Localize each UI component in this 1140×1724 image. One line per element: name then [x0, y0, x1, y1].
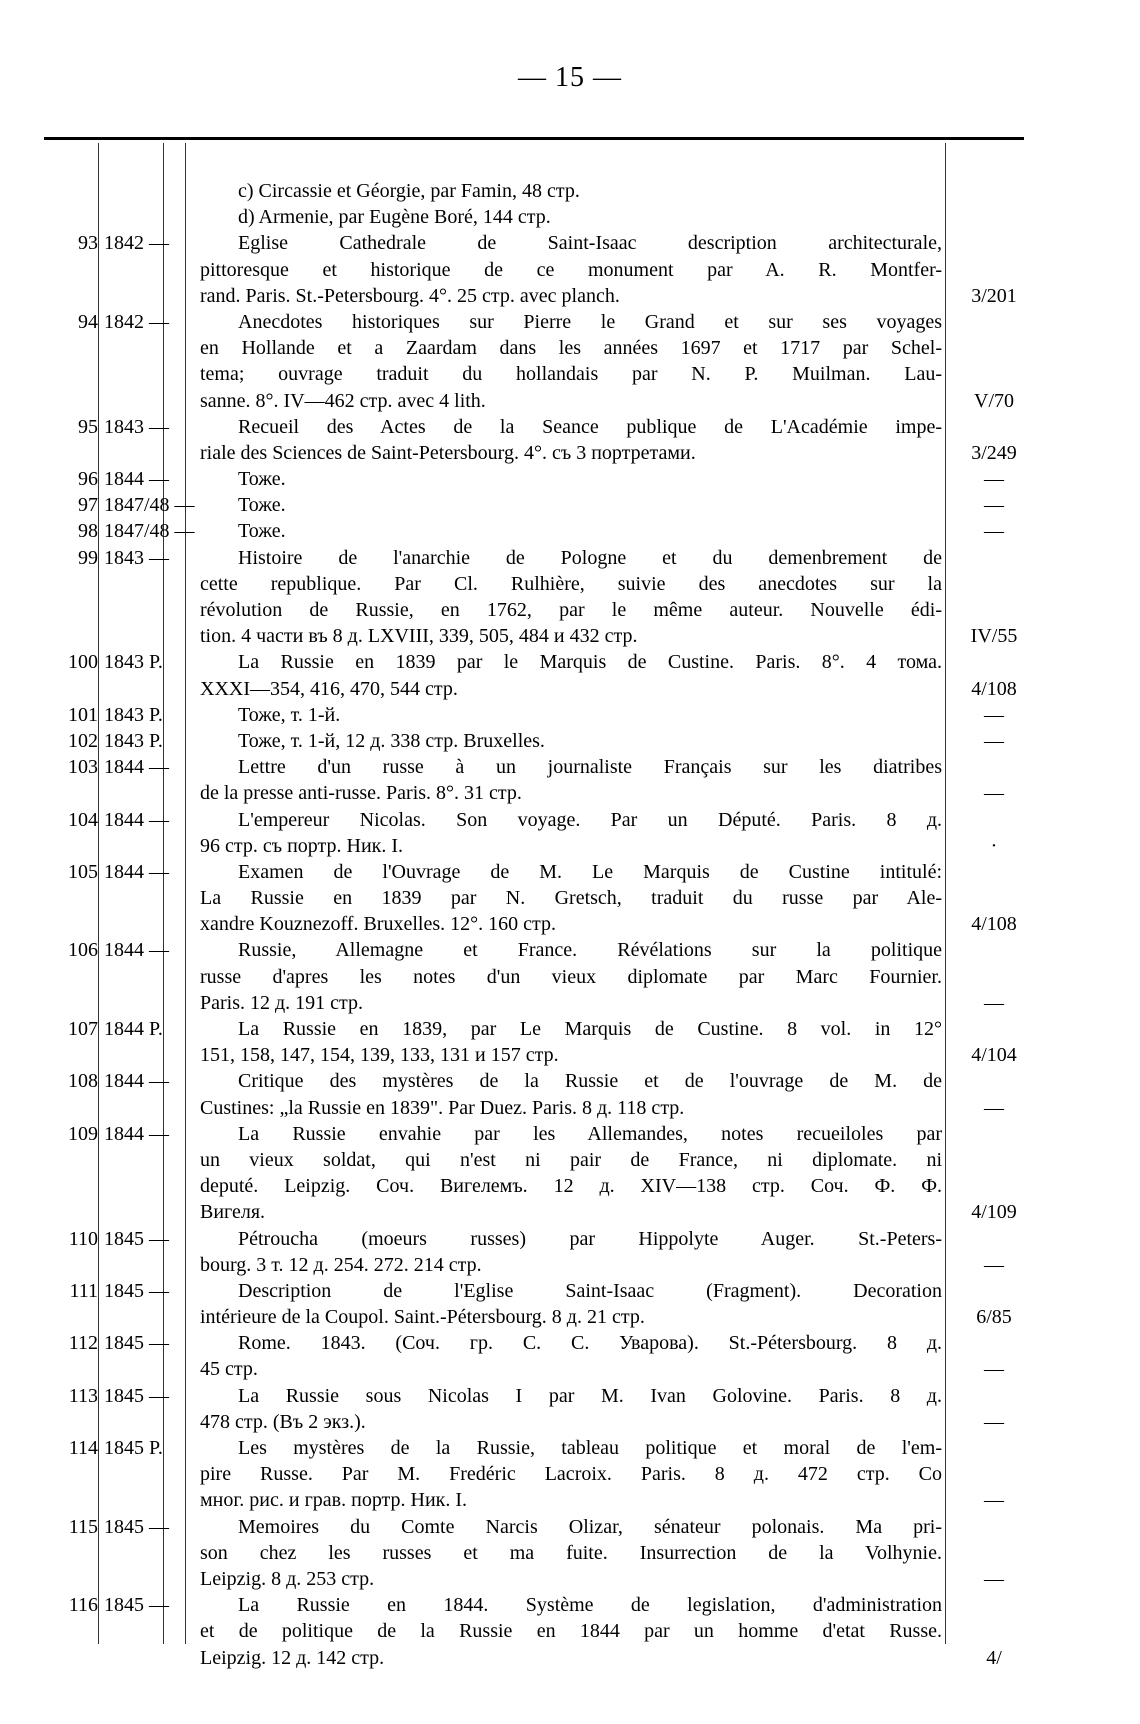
entry-text: deputé. Leipzig. Соч. Вигелемъ. 12 д. XIV—138 стр. Соч. Ф. Ф. — [200, 1175, 942, 1198]
catalog-entry — [0, 1121, 1140, 1226]
catalog-entry — [0, 649, 1140, 701]
entry-line — [0, 1435, 1140, 1461]
entry-line — [0, 361, 1140, 387]
entry-year: 1842 — — [104, 310, 169, 333]
entry-year: 1845 — — [104, 1227, 169, 1250]
page-number: — 15 — — [518, 62, 622, 93]
entry-line — [0, 518, 1140, 544]
entry-line — [0, 1592, 1140, 1618]
entry-price: 3/201 — [971, 284, 1017, 307]
entry-line — [0, 1330, 1140, 1356]
entry-text: La Russie en 1839 par N. Gretsch, traduit du russe par Ale- — [200, 887, 942, 910]
entry-line — [0, 780, 1140, 806]
entry-text: de la presse anti-russe. Paris. 8°. 31 стр. — [200, 782, 522, 805]
entry-text: Les mystères de la Russie, tableau politique et moral de l'em- — [238, 1437, 942, 1459]
entry-line — [0, 1252, 1140, 1278]
entry-text: Вигеля. — [200, 1201, 266, 1224]
entry-text: un vieux soldat, qui n'est ni pair de France, ni diplomate. ni — [200, 1148, 942, 1171]
entry-line — [0, 1226, 1140, 1252]
catalog-entry — [0, 937, 1140, 1016]
entry-number: 98 — [78, 520, 98, 543]
entry-line — [0, 545, 1140, 571]
entry-line — [0, 1356, 1140, 1382]
entry-number: 110 — [68, 1227, 98, 1250]
catalog-entry — [0, 859, 1140, 938]
entry-text: мног. рис. и грав. портр. Ник. I. — [200, 1489, 468, 1512]
entry-line — [0, 937, 1140, 963]
catalog-entry — [0, 807, 1140, 859]
entry-price: 4/109 — [971, 1201, 1017, 1224]
entry-line — [0, 1645, 1140, 1671]
entry-line — [0, 178, 1140, 204]
entry-line — [0, 911, 1140, 937]
catalog-entry — [0, 230, 1140, 309]
entry-line — [0, 859, 1140, 885]
entry-text: Custines: „la Russie en 1839". Par Duez. Paris. 8 д. 118 стр. — [200, 1096, 685, 1119]
entry-line — [0, 230, 1140, 256]
entry-price: — — [984, 1253, 1004, 1276]
entry-line — [0, 1173, 1140, 1199]
entry-text: Russie, Allemagne et France. Révélations sur la politique — [238, 939, 942, 962]
entry-text: XXXI—354, 416, 470, 544 стр. — [200, 677, 458, 700]
entry-text: Critique des mystères de la Russie et de l'ouvrage de M. de — [238, 1070, 942, 1093]
entry-number: 104 — [68, 808, 98, 831]
entry-line — [0, 807, 1140, 833]
catalog-entry — [0, 1592, 1140, 1671]
entry-line — [0, 1042, 1140, 1068]
entry-number: 99 — [78, 546, 98, 569]
entry-line — [0, 990, 1140, 1016]
entry-text: pittoresque et historique de ce monument par A. R. Montfer- — [200, 258, 942, 281]
catalog-entry — [0, 1383, 1140, 1435]
entry-line — [0, 1199, 1140, 1225]
catalog-entry — [0, 1226, 1140, 1278]
entry-text: son chez les russes et ma fuite. Insurrection de la Volhynie. — [200, 1541, 942, 1564]
entry-year: 1843 P. — [104, 651, 163, 674]
entry-year: 1845 — — [104, 1332, 169, 1355]
entry-number: 105 — [68, 860, 98, 883]
entry-year: 1845 P. — [104, 1437, 163, 1459]
entry-line — [0, 335, 1140, 361]
catalog-entry — [0, 754, 1140, 806]
entry-text: sanne. 8°. IV—462 стр. avec 4 lith. — [200, 389, 486, 412]
entry-price: 4/108 — [971, 677, 1017, 700]
entry-line — [0, 649, 1140, 675]
entry-year: 1844 P. — [104, 1018, 163, 1040]
entry-line — [0, 1540, 1140, 1566]
entry-text: Pétroucha (moeurs russes) par Hippolyte Auger. St.-Peters- — [238, 1227, 942, 1250]
entry-text: 45 стр. — [200, 1358, 258, 1381]
entry-number: 101 — [68, 703, 98, 726]
catalog-entry — [0, 309, 1140, 414]
entry-line — [0, 1566, 1140, 1592]
entry-number: 100 — [68, 651, 98, 674]
entry-line — [0, 728, 1140, 754]
entry-line — [0, 1409, 1140, 1435]
catalog-entry — [0, 545, 1140, 650]
catalog-table — [0, 178, 1140, 1671]
entry-year: 1843 P. — [104, 729, 163, 752]
entry-line — [0, 440, 1140, 466]
entry-text: révolution de Russie, en 1762, par le même auteur. Nouvelle édi- — [200, 599, 942, 621]
entry-price: — — [984, 703, 1004, 726]
entry-price: — — [984, 494, 1004, 517]
entry-text: Тоже. — [238, 520, 286, 543]
entry-price: — — [984, 468, 1004, 491]
entry-text: Тоже, т. 1-й, 12 д. 338 стр. Bruxelles. — [238, 729, 545, 752]
catalog-entry — [0, 466, 1140, 492]
entry-price: 4/108 — [971, 913, 1017, 936]
catalog-entry — [0, 1016, 1140, 1068]
catalog-entry — [0, 1435, 1140, 1514]
entry-text: Leipzig. 12 д. 142 стр. — [200, 1646, 385, 1669]
entry-line — [0, 257, 1140, 283]
entry-line — [0, 283, 1140, 309]
entry-number: 102 — [68, 729, 98, 752]
entry-line — [0, 1095, 1140, 1121]
entry-text: Anecdotes historiques sur Pierre le Grand et sur ses voyages — [238, 310, 942, 333]
entry-text: La Russie envahie par les Allemandes, notes recueiloles par — [238, 1122, 942, 1145]
entry-text: 151, 158, 147, 154, 139, 133, 131 и 157 стр. — [200, 1044, 559, 1067]
entry-text: Histoire de l'anarchie de Pologne et du demenbrement de — [238, 546, 942, 569]
entry-number: 114 — [68, 1437, 98, 1459]
entry-number: 103 — [68, 756, 98, 779]
catalog-entry — [0, 728, 1140, 754]
entry-text: Lettre d'un russe à un journaliste Français sur les diatribes — [238, 756, 942, 779]
entry-number: 116 — [68, 1594, 98, 1617]
entry-year: 1845 — — [104, 1384, 169, 1407]
entry-year: 1845 — — [104, 1279, 169, 1302]
entry-year: 1844 — — [104, 939, 169, 962]
entry-text: Eglise Cathedrale de Saint-Isaac description architecturale, — [238, 232, 942, 255]
entry-line — [0, 623, 1140, 649]
entry-text: tema; ouvrage traduit du hollandais par N. P. Muilman. Lau- — [200, 363, 942, 386]
catalog-entry — [0, 204, 1140, 230]
entry-text: Тоже. — [238, 494, 286, 517]
entry-line — [0, 414, 1140, 440]
entry-price: IV/55 — [970, 625, 1018, 648]
entry-text: en Hollande et a Zaardam dans les années 1697 et 1717 par Schel- — [200, 337, 942, 360]
entry-text: cette republique. Par Cl. Rulhière, suivie des anecdotes sur la — [200, 572, 942, 595]
entry-line — [0, 204, 1140, 230]
entry-text: d) Armenie, par Eugène Boré, 144 стр. — [238, 206, 551, 229]
entry-text: tion. 4 части въ 8 д. LXVIII, 339, 505, 484 и 432 стр. — [200, 625, 638, 648]
entry-text: xandre Kouznezoff. Bruxelles. 12°. 160 стр. — [200, 913, 556, 936]
entry-year: 1847/48 — — [104, 520, 195, 543]
entry-price: · — [990, 834, 998, 857]
entry-price: V/70 — [974, 389, 1014, 412]
entry-text: c) Circassie et Géorgie, par Famin, 48 стр. — [238, 180, 580, 202]
entry-line — [0, 597, 1140, 623]
entry-year: 1843 P. — [104, 703, 163, 726]
entry-year: 1842 — — [104, 232, 169, 255]
entry-year: 1844 — — [104, 468, 169, 491]
entry-number: 106 — [68, 939, 98, 962]
entry-text: Description de l'Eglise Saint-Isaac (Fragment). Decoration — [238, 1279, 942, 1302]
entry-text: 478 стр. (Въ 2 экз.). — [200, 1410, 366, 1433]
entry-line — [0, 676, 1140, 702]
entry-text: Examen de l'Ouvrage de M. Le Marquis de Custine intitulé: — [238, 860, 942, 883]
entry-line — [0, 1461, 1140, 1487]
entry-text: et de politique de la Russie en 1844 par un homme d'etat Russe. — [200, 1620, 942, 1643]
entry-text: La Russie en 1844. Système de legislation, d'administration — [238, 1594, 942, 1617]
catalog-entry — [0, 178, 1140, 204]
entry-line — [0, 1514, 1140, 1540]
entry-line — [0, 492, 1140, 518]
entry-number: 112 — [68, 1332, 98, 1355]
entry-line — [0, 702, 1140, 728]
entry-price: — — [984, 991, 1004, 1014]
entry-line — [0, 1147, 1140, 1173]
entry-year: 1844 — — [104, 1070, 169, 1093]
entry-line — [0, 754, 1140, 780]
entry-price: 6/85 — [976, 1306, 1012, 1329]
entry-price: — — [984, 729, 1004, 752]
entry-number: 94 — [78, 310, 98, 333]
header-rule — [44, 137, 1024, 140]
catalog-entry — [0, 414, 1140, 466]
entry-line — [0, 466, 1140, 492]
entry-year: 1844 — — [104, 808, 169, 831]
entry-line — [0, 964, 1140, 990]
entry-line — [0, 1278, 1140, 1304]
entry-number: 113 — [68, 1384, 98, 1407]
entry-line — [0, 1016, 1140, 1042]
entry-year: 1844 — — [104, 860, 169, 883]
entry-line — [0, 1121, 1140, 1147]
entry-line — [0, 309, 1140, 335]
entry-text: bourg. 3 т. 12 д. 254. 272. 214 стр. — [200, 1253, 482, 1276]
entry-price: — — [984, 520, 1004, 543]
entry-line — [0, 1618, 1140, 1644]
entry-price: 3/249 — [971, 441, 1017, 464]
catalog-entry — [0, 1278, 1140, 1330]
entry-price: — — [984, 1567, 1004, 1590]
entry-text: Memoires du Comte Narcis Olizar, sénateur polonais. Ma pri- — [238, 1515, 942, 1538]
entry-price: — — [984, 1489, 1004, 1512]
entry-text: rand. Paris. St.-Petersbourg. 4°. 25 стр. avec planch. — [200, 284, 620, 307]
entry-price: — — [984, 782, 1004, 805]
entry-number: 115 — [68, 1515, 98, 1538]
entry-number: 107 — [68, 1018, 98, 1040]
entry-year: 1845 — — [104, 1515, 169, 1538]
entry-line — [0, 1068, 1140, 1094]
entry-text: La Russie sous Nicolas I par M. Ivan Golovine. Paris. 8 д. — [238, 1384, 942, 1407]
entry-text: La Russie en 1839 par le Marquis de Custine. Paris. 8°. 4 тома. — [238, 651, 942, 674]
entry-year: 1844 — — [104, 756, 169, 779]
entry-text: Paris. 12 д. 191 стр. — [200, 991, 364, 1014]
entry-year: 1845 — — [104, 1594, 169, 1617]
entry-number: 111 — [69, 1279, 98, 1302]
entry-number: 97 — [78, 494, 98, 517]
entry-line — [0, 1383, 1140, 1409]
entry-price: 4/ — [986, 1646, 1002, 1669]
entry-year: 1847/48 — — [104, 494, 195, 517]
entry-line — [0, 388, 1140, 414]
entry-text: L'empereur Nicolas. Son voyage. Par un Député. Paris. 8 д. — [238, 808, 942, 831]
entry-number: 96 — [78, 468, 98, 491]
catalog-entry — [0, 1330, 1140, 1382]
entry-text: Leipzig. 8 д. 253 стр. — [200, 1567, 375, 1590]
entry-year: 1843 — — [104, 546, 169, 569]
entry-text: Тоже, т. 1-й. — [238, 703, 341, 726]
entry-price: — — [984, 1358, 1004, 1381]
entry-number: 93 — [78, 232, 98, 255]
entry-text: Rome. 1843. (Соч. гр. С. С. Уварова). St.-Pétersbourg. 8 д. — [238, 1332, 942, 1355]
entry-number: 108 — [68, 1070, 98, 1093]
entry-year: 1843 — — [104, 415, 169, 438]
entry-text: La Russie en 1839, par Le Marquis de Custine. 8 vol. in 12° — [238, 1018, 942, 1040]
catalog-entry — [0, 1514, 1140, 1593]
entry-price: — — [984, 1096, 1004, 1119]
entry-line — [0, 833, 1140, 859]
entry-number: 109 — [68, 1122, 98, 1145]
entry-text: 96 стр. съ портр. Ник. I. — [200, 834, 404, 857]
entry-line — [0, 1304, 1140, 1330]
entry-text: russe d'apres les notes d'un vieux diplomate par Marc Fournier. — [200, 965, 942, 988]
entry-line — [0, 1487, 1140, 1513]
entry-number: 95 — [78, 415, 98, 438]
entry-text: intérieure de la Coupol. Saint.-Pétersbourg. 8 д. 21 стр. — [200, 1306, 645, 1329]
entry-text: Recueil des Actes de la Seance publique de L'Académie impe- — [238, 415, 942, 438]
catalog-entry — [0, 702, 1140, 728]
entry-price: 4/104 — [971, 1044, 1017, 1067]
entry-text: pire Russe. Par M. Fredéric Lacroix. Paris. 8 д. 472 стр. Co — [200, 1463, 942, 1486]
entry-line — [0, 885, 1140, 911]
entry-year: 1844 — — [104, 1122, 169, 1145]
entry-line — [0, 571, 1140, 597]
entry-text: riale des Sciences de Saint-Petersbourg. 4°. съ 3 портретами. — [200, 441, 696, 464]
entry-price: — — [984, 1410, 1004, 1433]
entry-text: Тоже. — [238, 468, 286, 491]
catalog-entry — [0, 518, 1140, 544]
catalog-entry — [0, 1068, 1140, 1120]
catalog-entry — [0, 492, 1140, 518]
